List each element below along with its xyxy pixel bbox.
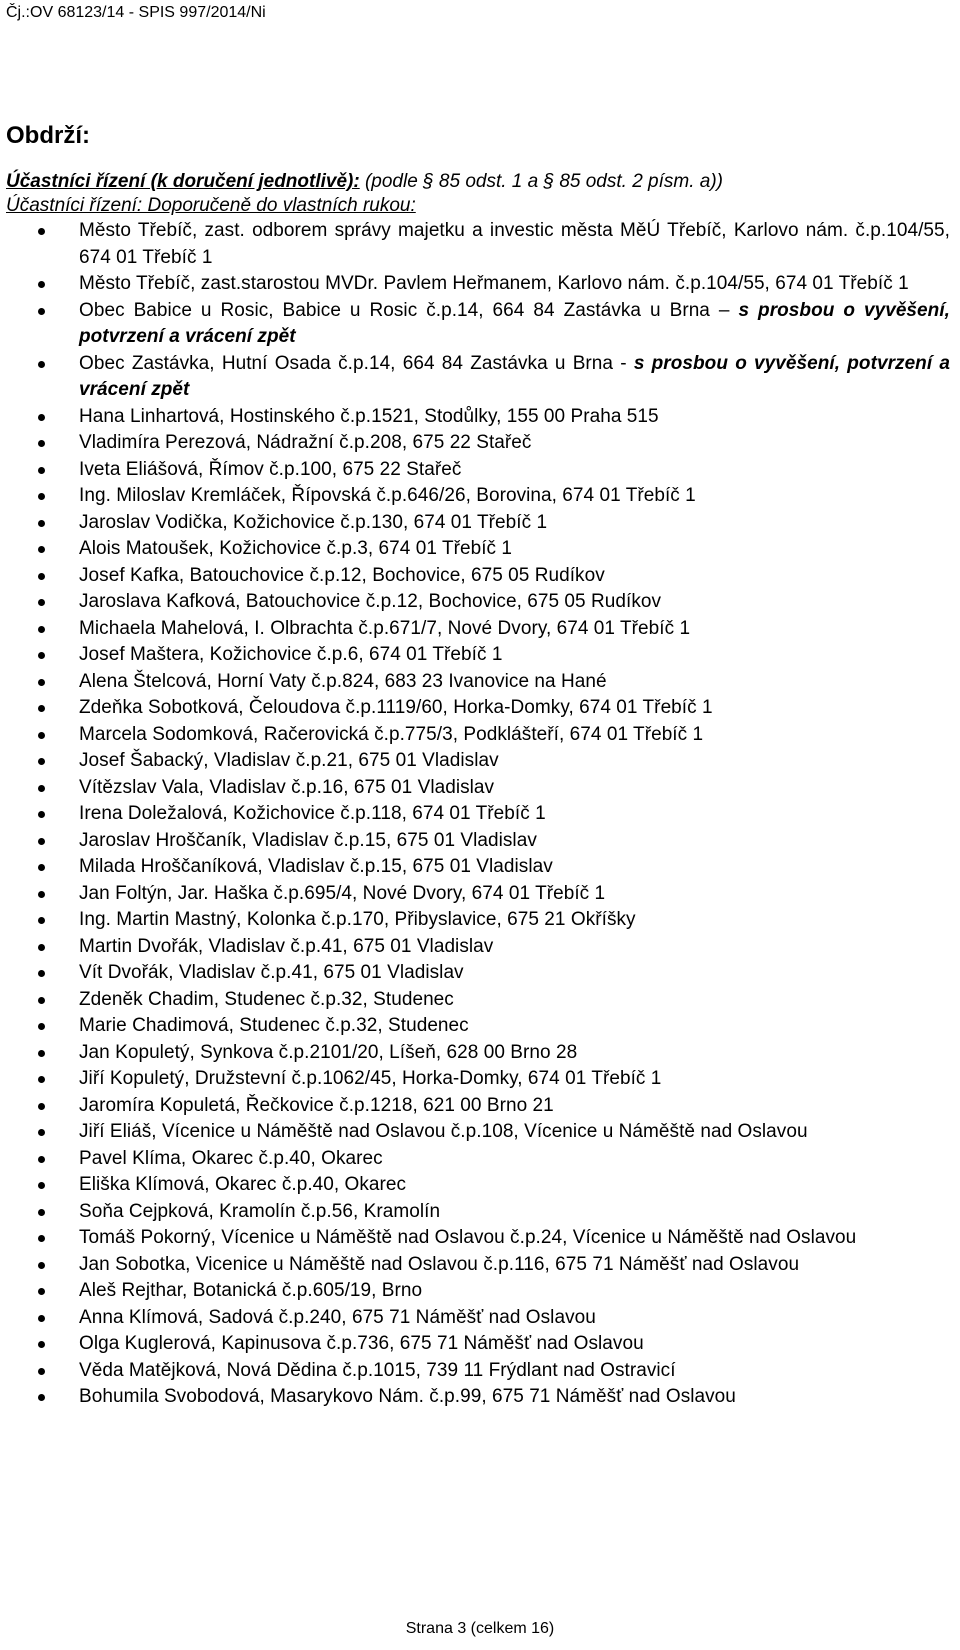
list-item (0, 536, 950, 563)
bullet-icon (38, 1262, 45, 1269)
bullet-icon (38, 1182, 45, 1189)
bullet-icon (38, 493, 45, 500)
list-item (0, 828, 950, 855)
recipient-address: Milada Hroščaníková, Vladislav č.p.15, 675 01 Vladislav (79, 856, 553, 877)
bullet-icon (38, 1368, 45, 1375)
recipients-heading: Obdrží: (6, 122, 90, 149)
recipient-address: Eliška Klímová, Okarec č.p.40, Okarec (79, 1174, 407, 1195)
recipient-address: Město Třebíč, zast.starostou MVDr. Pavlem Heřmanem, Karlovo nám. č.p.104/55, 674 01 Třebíč 1 (79, 273, 909, 294)
bullet-icon (38, 917, 45, 924)
list-item (0, 1040, 950, 1067)
list-item (0, 960, 950, 987)
recipient-address: Zdeněk Chadim, Studenec č.p.32, Studenec (79, 988, 454, 1010)
recipient-address: Vít Dvořák, Vladislav č.p.41, 675 01 Vladislav (79, 962, 464, 983)
bullet-icon (38, 732, 45, 739)
bullet-icon (38, 944, 45, 951)
intro-block (6, 170, 926, 218)
recipient-address: Tomáš Pokorný, Vícenice u Náměště nad Oslavou č.p.24, Vícenice u Náměště nad Oslavou (79, 1227, 857, 1248)
recipient-address: Alois Matoušek, Kožichovice č.p.3, 674 01 Třebíč 1 (79, 538, 513, 559)
bullet-icon (38, 520, 45, 527)
bullet-icon (38, 891, 45, 898)
list-item (0, 1305, 950, 1332)
recipient-address: Michaela Mahelová, I. Olbrachta č.p.671/7, Nové Dvory, 674 01 Třebíč 1 (79, 617, 691, 639)
posting-request: s prosbou o vyvěšení, potvrzení a vrácení zpět (79, 299, 950, 347)
document-reference: Čj.:OV 68123/14 - SPIS 997/2014/Ni (6, 4, 266, 21)
intro-line-2: Účastníci řízení: Doporučeně do vlastních rukou: (6, 195, 416, 216)
list-item (0, 934, 950, 961)
list-item (0, 1172, 950, 1199)
recipient-address: Josef Šabacký, Vladislav č.p.21, 675 01 Vladislav (79, 750, 499, 771)
list-item (0, 351, 950, 404)
bullet-icon (38, 758, 45, 765)
recipient-address: Věda Matějková, Nová Dědina č.p.1015, 739 11 Frýdlant nad Ostravicí (79, 1359, 676, 1381)
recipient-address: Jaroslav Hroščaník, Vladislav č.p.15, 675 01 Vladislav (79, 829, 537, 851)
bullet-icon (38, 1050, 45, 1057)
recipient-address: Irena Doležalová, Kožichovice č.p.118, 674 01 Třebíč 1 (79, 803, 546, 824)
bullet-icon (38, 652, 45, 659)
bullet-icon (38, 811, 45, 818)
recipient-address: Soňa Cejpková, Kramolín č.p.56, Kramolín (79, 1200, 441, 1222)
bullet-icon (38, 1103, 45, 1110)
recipient-address: Jiří Eliáš, Vícenice u Náměště nad Oslavou č.p.108, Vícenice u Náměště nad Oslavou (79, 1121, 808, 1142)
list-item (0, 483, 950, 510)
bullet-icon (38, 864, 45, 871)
bullet-icon (38, 308, 45, 315)
bullet-icon (38, 599, 45, 606)
list-item (0, 1199, 950, 1226)
list-item (0, 1384, 950, 1411)
bullet-icon (38, 414, 45, 421)
list-item (0, 907, 950, 934)
recipient-address: Jiří Kopuletý, Družstevní č.p.1062/45, Horka-Domky, 674 01 Třebíč 1 (79, 1068, 662, 1089)
recipient-address: Alena Štelcová, Horní Vaty č.p.824, 683 23 Ivanovice na Hané (79, 670, 607, 692)
bullet-icon (38, 1394, 45, 1401)
list-item (0, 801, 950, 828)
bullet-icon (38, 1209, 45, 1216)
bullet-icon (38, 467, 45, 474)
bullet-icon (38, 281, 45, 288)
bullet-icon (38, 361, 45, 368)
bullet-icon (38, 1288, 45, 1295)
recipient-address: Pavel Klíma, Okarec č.p.40, Okarec (79, 1147, 383, 1169)
recipient-address: Josef Maštera, Kožichovice č.p.6, 674 01 Třebíč 1 (79, 644, 503, 665)
recipient-address: Aleš Rejthar, Botanická č.p.605/19, Brno (79, 1280, 423, 1301)
bullet-icon (38, 626, 45, 633)
list-item (0, 1252, 950, 1279)
list-item (0, 775, 950, 802)
bullet-icon (38, 1129, 45, 1136)
list-item (0, 563, 950, 590)
list-item (0, 271, 950, 298)
bullet-icon (38, 1076, 45, 1083)
recipient-address: Marcela Sodomková, Račerovická č.p.775/3, Podklášteří, 674 01 Třebíč 1 (79, 723, 704, 745)
recipient-address: Josef Kafka, Batouchovice č.p.12, Bochovice, 675 05 Rudíkov (79, 564, 605, 586)
recipient-list (0, 218, 960, 1411)
recipient-address: Vladimíra Perezová, Nádražní č.p.208, 675 22 Stařeč (79, 432, 532, 453)
recipient-address: Ing. Miloslav Kremláček, Řípovská č.p.646/26, Borovina, 674 01 Třebíč 1 (79, 485, 696, 506)
list-item (0, 669, 950, 696)
list-item (0, 430, 950, 457)
list-item (0, 1066, 950, 1093)
list-item (0, 1013, 950, 1040)
recipient-address: Olga Kuglerová, Kapinusova č.p.736, 675 71 Náměšť nad Oslavou (79, 1333, 644, 1354)
list-item (0, 218, 950, 271)
intro-line-1 (6, 170, 926, 194)
recipient-address: Zdeňka Sobotková, Čeloudova č.p.1119/60, Horka-Domky, 674 01 Třebíč 1 (79, 697, 713, 718)
recipient-address: Anna Klímová, Sadová č.p.240, 675 71 Náměšť nad Oslavou (79, 1306, 596, 1328)
list-item (0, 642, 950, 669)
bullet-icon (38, 785, 45, 792)
bullet-icon (38, 1235, 45, 1242)
bullet-icon (38, 1315, 45, 1322)
list-item (0, 695, 950, 722)
list-item (0, 616, 950, 643)
list-item (0, 881, 950, 908)
bullet-icon (38, 228, 45, 235)
bullet-icon (38, 1341, 45, 1348)
list-item (0, 1358, 950, 1385)
list-item (0, 1278, 950, 1305)
recipient-address: Jaroslav Vodička, Kožichovice č.p.130, 674 01 Třebíč 1 (79, 511, 548, 533)
recipient-address: Vítězslav Vala, Vladislav č.p.16, 675 01 Vladislav (79, 776, 495, 798)
list-item (0, 510, 950, 537)
list-item (0, 404, 950, 431)
list-item (0, 1225, 950, 1252)
bullet-icon (38, 1156, 45, 1163)
recipient-address: Marie Chadimová, Studenec č.p.32, Studenec (79, 1015, 469, 1036)
recipient-address: Hana Linhartová, Hostinského č.p.1521, Stodůlky, 155 00 Praha 515 (79, 405, 659, 427)
bullet-icon (38, 546, 45, 553)
bullet-icon (38, 970, 45, 977)
bullet-icon (38, 573, 45, 580)
list-item (0, 748, 950, 775)
participants-label: Účastníci řízení (k doručení jednotlivě): (6, 171, 360, 192)
recipient-address: Jan Kopuletý, Synkova č.p.2101/20, Líšeň, 628 00 Brno 28 (79, 1041, 578, 1063)
bullet-icon (38, 440, 45, 447)
list-item (0, 589, 950, 616)
recipient-address: Obec Zastávka, Hutní Osada č.p.14, 664 84 Zastávka u Brna - (79, 352, 634, 374)
recipient-address: Martin Dvořák, Vladislav č.p.41, 675 01 Vladislav (79, 935, 494, 957)
page-number: Strana 3 (celkem 16) (405, 1620, 555, 1637)
recipient-address: Město Třebíč, zast. odborem správy majetku a investic města MěÚ Třebíč, Karlovo nám. č.p.104/55, 674 01 Třebíč 1 (79, 220, 950, 268)
recipient-address: Jaroslava Kafková, Batouchovice č.p.12, Bochovice, 675 05 Rudíkov (79, 591, 662, 612)
bullet-icon (38, 838, 45, 845)
bullet-icon (38, 997, 45, 1004)
recipient-address: Bohumila Svobodová, Masarykovo Nám. č.p.99, 675 71 Náměšť nad Oslavou (79, 1386, 736, 1407)
list-item (0, 1331, 950, 1358)
list-item (0, 1146, 950, 1173)
posting-request: s prosbou o vyvěšení, potvrzení a vrácení zpět (79, 352, 950, 400)
list-item (0, 1093, 950, 1120)
list-item (0, 854, 950, 881)
bullet-icon (38, 705, 45, 712)
legal-basis: (podle § 85 odst. 1 a § 85 odst. 2 písm. a)) (359, 171, 724, 192)
recipient-address: Jan Sobotka, Vicenice u Náměště nad Oslavou č.p.116, 675 71 Náměšť nad Oslavou (79, 1253, 800, 1275)
list-item (0, 298, 950, 351)
recipient-address: Obec Babice u Rosic, Babice u Rosic č.p.14, 664 84 Zastávka u Brna – (79, 299, 739, 321)
recipient-address: Iveta Eliášová, Římov č.p.100, 675 22 Stařeč (79, 458, 462, 480)
list-item (0, 987, 950, 1014)
list-item (0, 722, 950, 749)
recipient-address: Ing. Martin Mastný, Kolonka č.p.170, Přibyslavice, 675 21 Okříšky (79, 909, 636, 930)
list-item (0, 457, 950, 484)
bullet-icon (38, 679, 45, 686)
recipient-address: Jaromíra Kopuletá, Řečkovice č.p.1218, 621 00 Brno 21 (79, 1094, 554, 1116)
recipient-address: Jan Foltýn, Jar. Haška č.p.695/4, Nové Dvory, 674 01 Třebíč 1 (79, 882, 606, 904)
bullet-icon (38, 1023, 45, 1030)
list-item (0, 1119, 950, 1146)
